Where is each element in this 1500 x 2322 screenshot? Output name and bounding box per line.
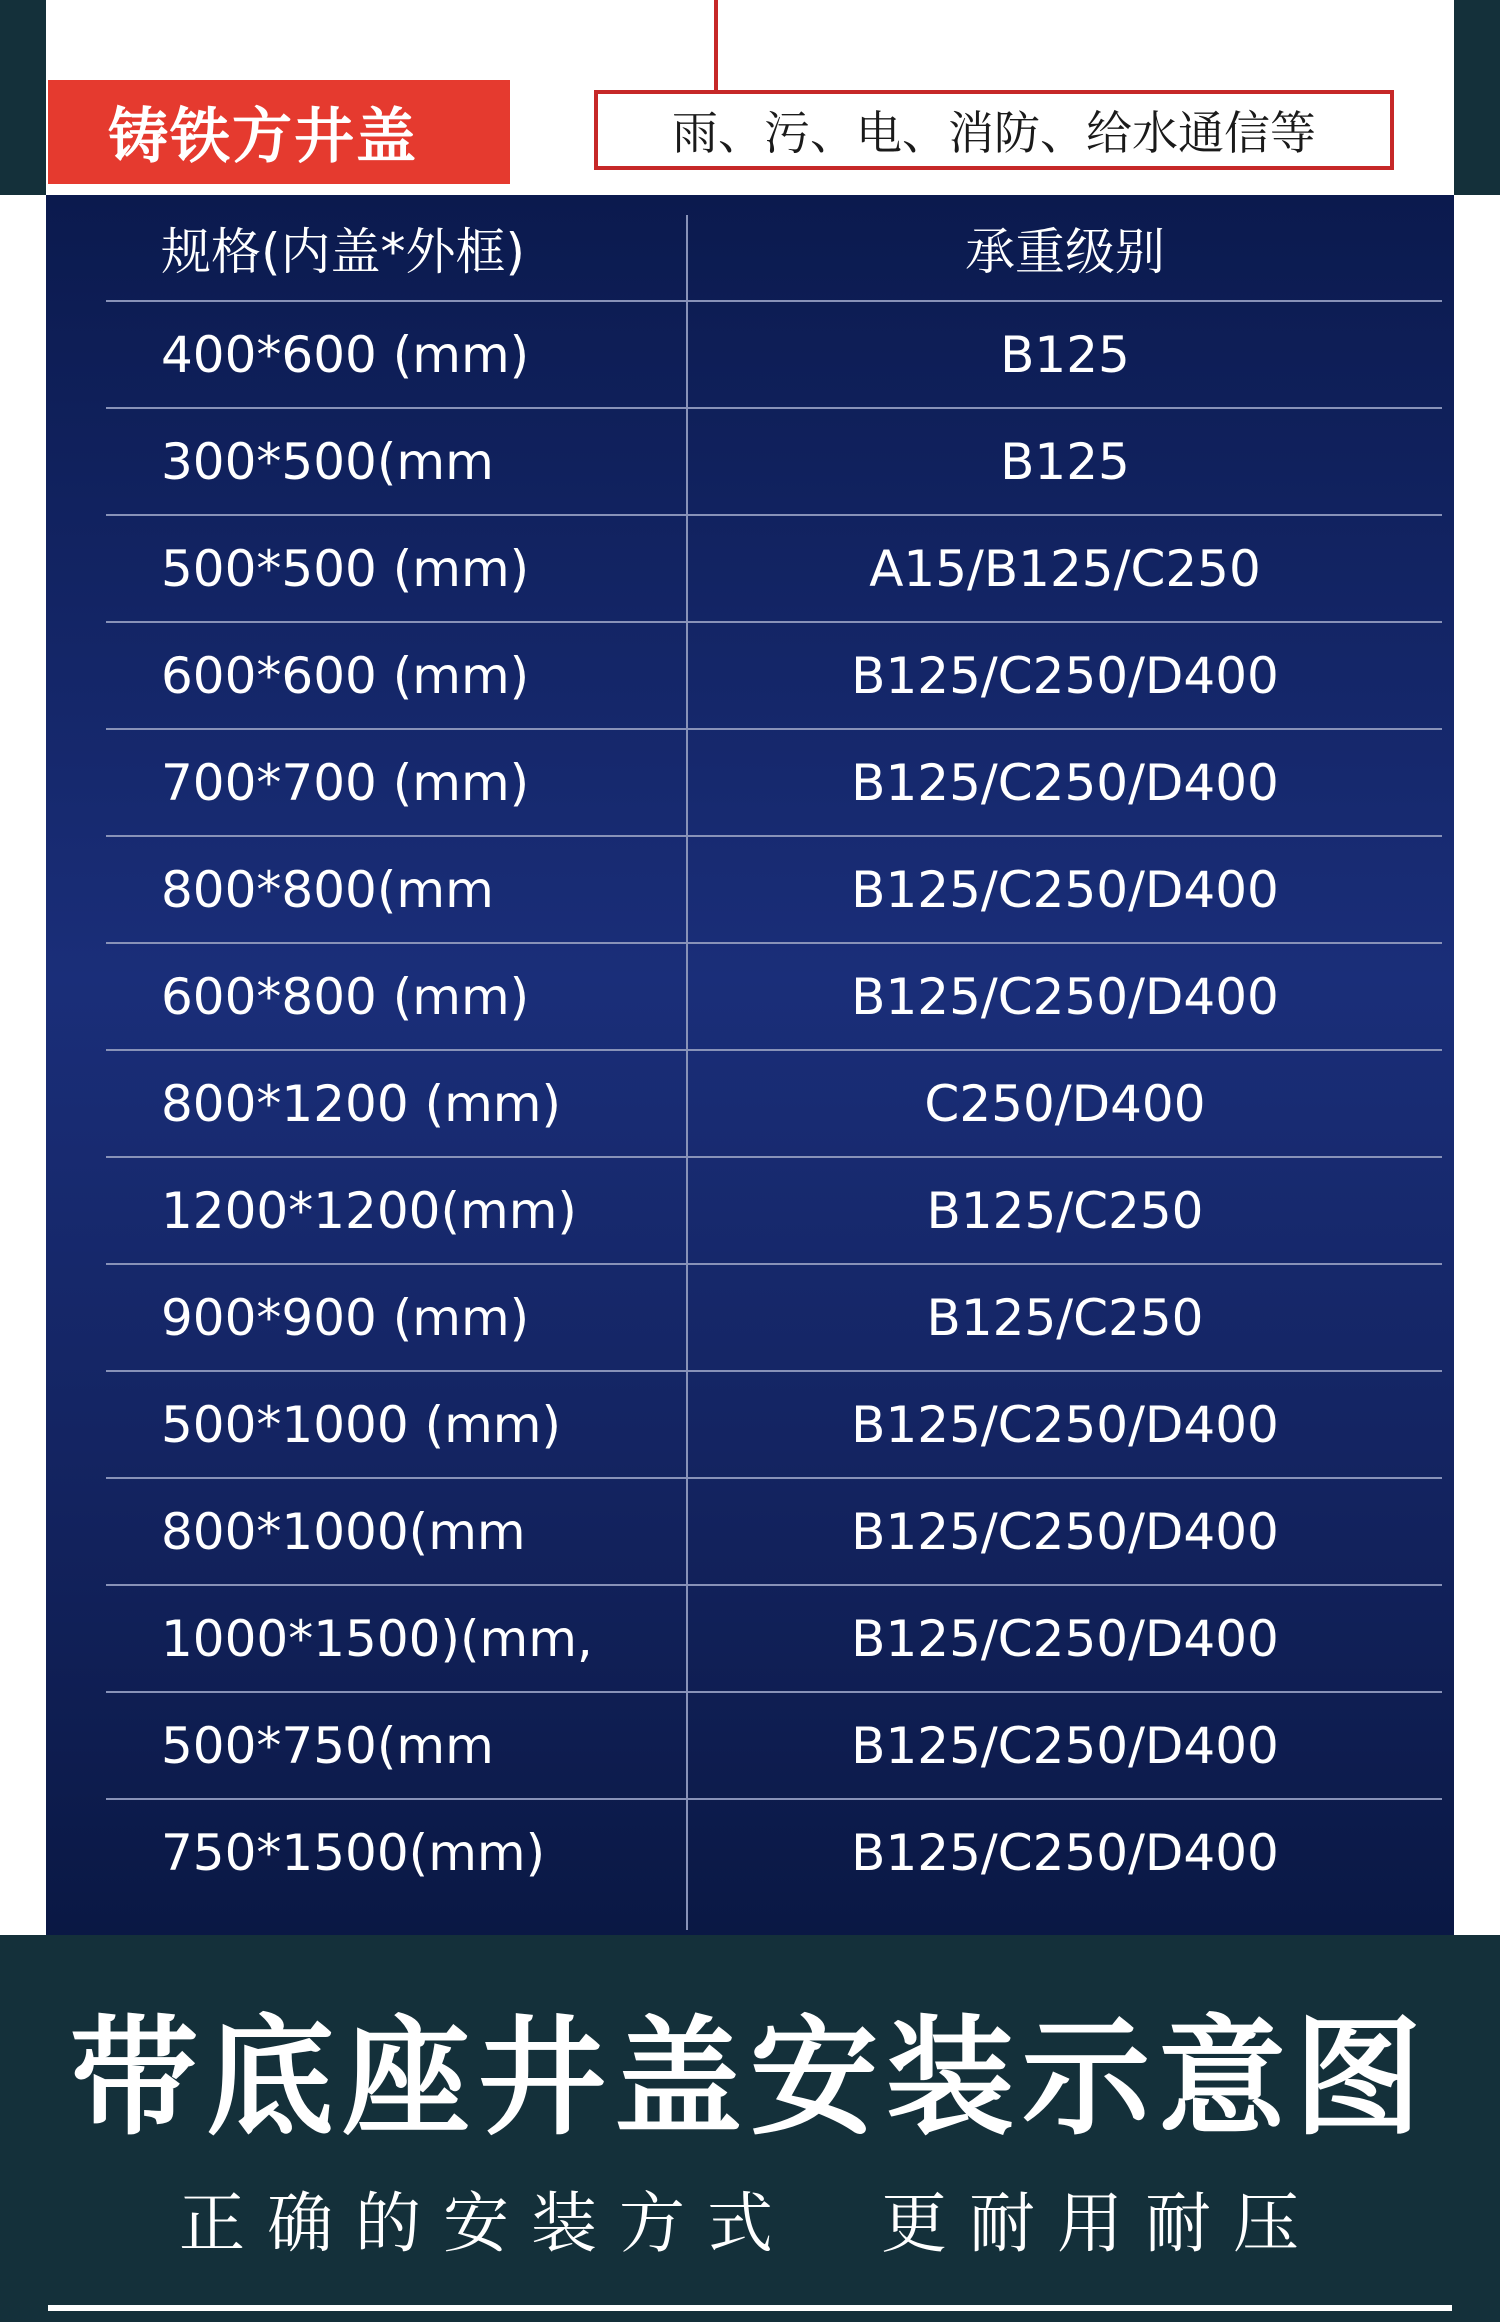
size-cell: 600*600 (mm): [161, 646, 530, 705]
grade-cell: B125/C250: [926, 1181, 1204, 1240]
table-row: [106, 1051, 1442, 1158]
grade-cell: B125/C250/D400: [851, 1395, 1279, 1454]
table-row: [106, 837, 1442, 944]
grade-cell: B125/C250/D400: [851, 967, 1279, 1026]
installation-banner: [0, 1935, 1500, 2322]
table-row: [106, 1800, 1442, 1907]
table-row: [106, 1265, 1442, 1372]
size-cell: 400*600 (mm): [161, 325, 530, 384]
table-row: [106, 944, 1442, 1051]
size-cell: 500*1000 (mm): [161, 1395, 561, 1454]
installation-subtitle: 正确的安装方式 更耐用耐压: [179, 2185, 1321, 2262]
size-cell: 800*1000(mm: [161, 1502, 526, 1561]
grade-cell: B125/C250/D400: [851, 646, 1279, 705]
table-row: [106, 730, 1442, 837]
grade-cell: B125: [1000, 432, 1130, 491]
size-cell: 750*1500(mm): [161, 1823, 546, 1882]
left-dark-band: [0, 0, 46, 195]
right-dark-band: [1454, 0, 1500, 195]
size-cell: 700*700 (mm): [161, 753, 530, 812]
size-cell: 1000*1500)(mm,: [161, 1609, 593, 1668]
table-row: [106, 623, 1442, 730]
grade-cell: B125/C250/D400: [851, 1609, 1279, 1668]
size-cell: 500*750(mm: [161, 1716, 494, 1775]
size-cell: 800*1200 (mm): [161, 1074, 561, 1133]
grade-cell: B125/C250/D400: [851, 1502, 1279, 1561]
table-row: [106, 409, 1442, 516]
spec-table: [46, 195, 1454, 1935]
size-cell: 300*500(mm: [161, 432, 494, 491]
table-row: [106, 1693, 1442, 1800]
usage-label: 雨、污、电、消防、给水通信等: [594, 90, 1394, 170]
grade-cell: B125/C250: [926, 1288, 1204, 1347]
table-row: [106, 302, 1442, 409]
table-header-row: [106, 195, 1442, 302]
size-cell: 500*500 (mm): [161, 539, 530, 598]
product-title: 铸铁方井盖: [48, 80, 510, 184]
connector-line: [714, 0, 718, 90]
grade-cell: B125/C250/D400: [851, 1716, 1279, 1775]
bottom-divider: [48, 2305, 1452, 2311]
grade-cell: A15/B125/C250: [869, 539, 1261, 598]
table-row: [106, 1158, 1442, 1265]
grade-cell: B125/C250/D400: [851, 1823, 1279, 1882]
table-row: [106, 516, 1442, 623]
table-row: [106, 1586, 1442, 1693]
grade-cell: C250/D400: [924, 1074, 1206, 1133]
table-row: [106, 1372, 1442, 1479]
header-grade: 承重级别: [965, 222, 1165, 281]
grade-cell: B125/C250/D400: [851, 753, 1279, 812]
size-cell: 900*900 (mm): [161, 1288, 530, 1347]
grade-cell: B125/C250/D400: [851, 860, 1279, 919]
size-cell: 800*800(mm: [161, 860, 494, 919]
table-row: [106, 1479, 1442, 1586]
header-size: 规格(内盖*外框): [161, 222, 526, 281]
grade-cell: B125: [1000, 325, 1130, 384]
installation-title: 带底座井盖安装示意图: [69, 2004, 1430, 2153]
size-cell: 1200*1200(mm): [161, 1181, 577, 1240]
size-cell: 600*800 (mm): [161, 967, 530, 1026]
